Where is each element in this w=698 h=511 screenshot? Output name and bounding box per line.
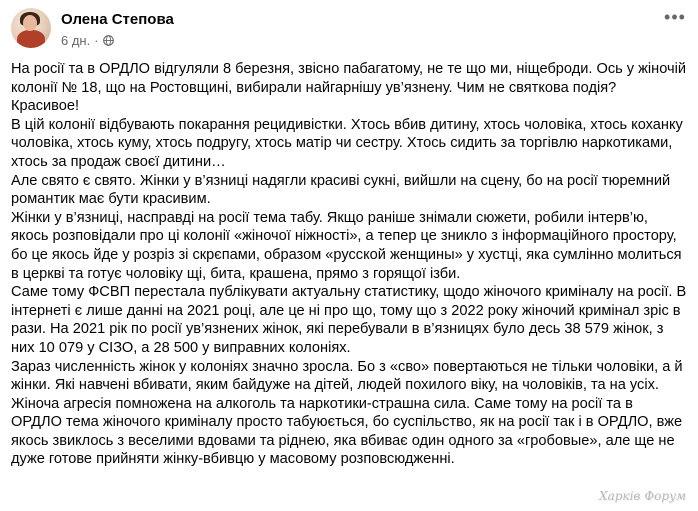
- post-paragraph: В цій колонії відбувають покарання рецидивістки. Хтось вбив дитину, хтось чоловіка, хтось коханку чоловіка, хтось куму, хтось подругу, хтось матір чи сестру. Хтось сидить за торгівлю наркотиками, хтось за продаж своєї дитини…: [11, 116, 683, 170]
- watermark: Харків Форум: [599, 489, 686, 503]
- post-paragraph: Жінки у в’язниці, насправді на росії тема табу. Якщо раніше знімали сюжети, робили інтерв’ю, якось розповідали про ці колонії «жіночої ніжності», а тепер це зникло з інформаційного простору, бо це якось йде у розріз зі скрєпами, образом «русской женщины» у хустці, яка сумлінно молиться в церкві та готує чоловіку щі, бита, крашена, прямо з горящої ізби.: [11, 209, 682, 282]
- post-text: [11, 60, 687, 469]
- post-paragraph: Але свято є свято. Жінки у в’язниці надягли красиві сукні, вийшли на сцену, бо на росії тюремний романтик має бути красивим.: [11, 172, 671, 208]
- post-paragraph: На росії та в ОРДЛО відгуляли 8 березня, звісно пабагатому, не те що ми, ніщеброди. Ось у жіночій колонії № 18, що на Ростовщині, вибирали найгарнішу ув’язнену. Чим не святкова подія? Красивое!: [11, 61, 687, 115]
- author-avatar[interactable]: [11, 8, 51, 48]
- post-time[interactable]: 6 дн.: [61, 32, 91, 48]
- post-meta: [61, 32, 114, 48]
- avatar-face-shape: [23, 15, 37, 31]
- author-name[interactable]: Олена Степова: [61, 11, 174, 28]
- post-paragraph: Саме тому ФСВП перестала публікувати актуальну статистику, щодо жіночого криміналу на росії. В інтернеті є лише данні на 2021 році, але це ні про що, тому що з 2022 року жіночий кримінал зріс в рази. На 2021 рік по росії ув’язнених жінок, які перебували в в’язницях було десь 38 579 жінок, з них 10 079 у СІЗО, а 28 500 у виправних колоніях.: [11, 284, 687, 356]
- avatar-body-shape: [17, 30, 45, 48]
- meta-separator: ·: [94, 32, 99, 48]
- post-header: [11, 8, 687, 52]
- more-options-button[interactable]: [663, 7, 687, 30]
- post-paragraph: Зараз численність жінок у колоніях значно зросла. Бо з «сво» повертаються не тільки чоловіки, а й жінки. Які навчені вбивати, яким байдуже на дітей, людей похилого віку, на чоловіків, та на усіх. Жіноча агресія помножена на алкоголь та наркотики-страшна сила. Саме тому на росії та в ОРДЛО тема жіночого криміналу просто табуюється, бо суспільство, як на росії так і в ОРДЛО, вже якось звиклось з веселими вдовами та ріднею, яка вбиває один одного за «гробовые», але ще не дуже готове прийняти жінку-вбивцю у масовому розповсюдженні.: [11, 358, 683, 468]
- more-horizontal-icon: •••: [664, 7, 686, 27]
- globe-icon[interactable]: [103, 35, 114, 46]
